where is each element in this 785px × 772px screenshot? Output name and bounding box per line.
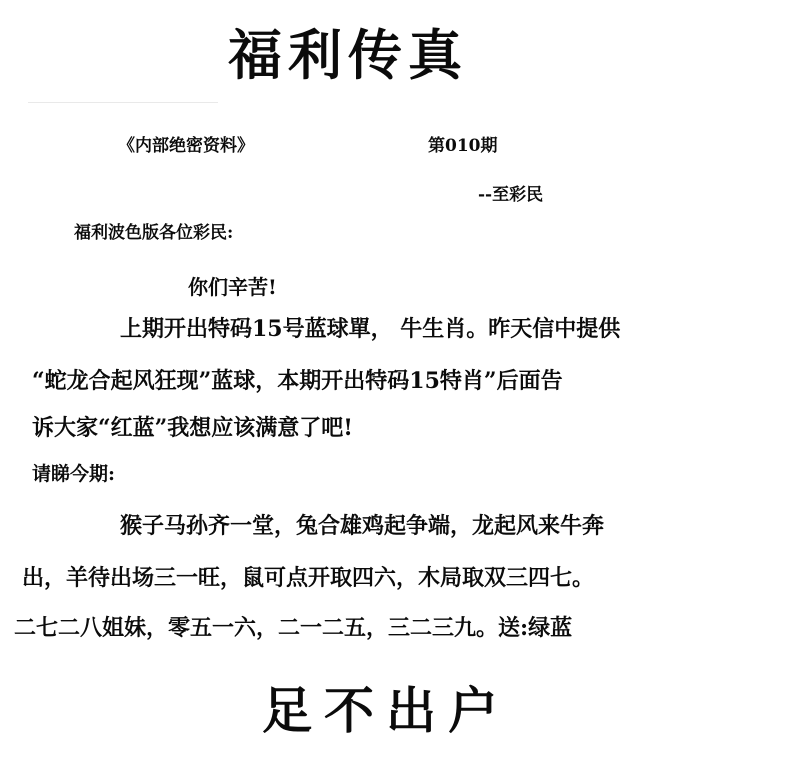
paragraph2-line1: 猴子马孙齐一堂，兔合雄鸡起争端，龙起风来牛奔 — [120, 513, 605, 539]
paragraph1-line2: “蛇龙合起风狂现”蓝球，本期开出特码15特肖”后面告 — [32, 368, 563, 394]
faint-scan-line — [28, 102, 218, 103]
greeting: 你们辛苦! — [188, 275, 277, 299]
paragraph1-line3: 诉大家“红蓝”我想应该满意了吧! — [32, 415, 353, 441]
footer-motto: 足不出户 — [262, 681, 510, 740]
issue-number: 第010期 — [428, 136, 498, 156]
paragraph2-line2: 出，羊待出场三一旺，鼠可点开取四六，木局取双三四七。 — [22, 565, 595, 591]
paragraph1-line1: 上期开出特码15号蓝球單， 牛生肖。昨天信中提供 — [120, 316, 621, 342]
paragraph2-line3: 二七二八姐妹，零五一六，二一二五，三二三九。送:绿蓝 — [14, 615, 573, 641]
signature-line: --至彩民 — [478, 185, 544, 205]
document-title: 福利传真 — [228, 23, 468, 87]
salutation: 福利波色版各位彩民: — [74, 223, 234, 243]
this-issue-prompt: 请睇今期: — [32, 463, 116, 485]
source-label: 《内部绝密资料》 — [118, 136, 254, 156]
